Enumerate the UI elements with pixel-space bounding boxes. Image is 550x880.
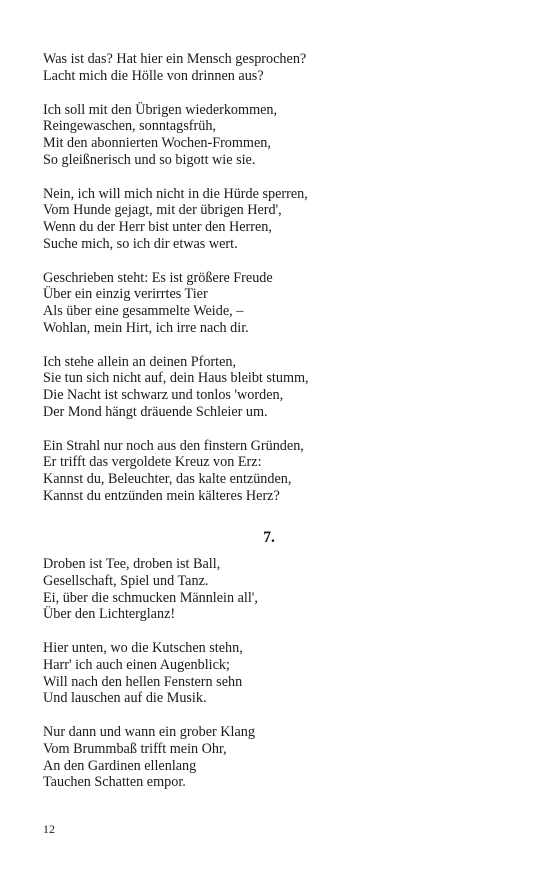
page-number: 12 <box>43 822 55 836</box>
verse-line: Nur dann und wann ein grober Klang <box>43 724 255 740</box>
verse-line: Tauchen Schatten empor. <box>43 774 186 791</box>
verse-line: Was ist das? Hat hier ein Mensch gesprochen? <box>43 51 307 67</box>
poem-previous-continuation <box>43 51 503 505</box>
verse-line: Kannst du, Beleuchter, das kalte entzünden, <box>43 471 292 487</box>
stanza <box>43 438 503 505</box>
verse-line: Sie tun sich nicht auf, dein Haus bleibt stumm, <box>43 370 309 387</box>
verse-line: Vom Hunde gejagt, mit der übrigen Herd', <box>43 202 282 219</box>
verse-line: Wohlan, mein Hirt, ich irre nach dir. <box>43 319 249 336</box>
stanza <box>43 640 258 707</box>
verse-line: So gleißnerisch und so bigott wie sie. <box>43 151 256 168</box>
page-content <box>43 51 503 791</box>
verse-line: Reingewaschen, sonntagsfrüh, <box>43 118 216 135</box>
verse-line: Der Mond hängt dräuende Schleier um. <box>43 403 268 420</box>
stanza <box>43 186 503 253</box>
section-number-heading: 7. <box>263 529 275 546</box>
stanza <box>43 51 503 85</box>
stanza <box>43 724 258 791</box>
verse-line: Über den Lichterglanz! <box>43 606 176 623</box>
verse-line: Droben ist Tee, droben ist Ball, <box>43 556 221 572</box>
verse-line: An den Gardinen ellenlang <box>43 757 197 774</box>
verse-line: Suche mich, so ich dir etwas wert. <box>43 235 238 252</box>
verse-line: Wenn du der Herr bist unter den Herren, <box>43 219 272 235</box>
verse-line: Nein, ich will mich nicht in die Hürde sperren, <box>43 185 308 202</box>
verse-line: Ei, über die schmucken Männlein all', <box>43 589 258 606</box>
verse-line: Will nach den hellen Fenstern sehn <box>43 673 243 690</box>
verse-line: Als über eine gesammelte Weide, – <box>43 303 244 319</box>
stanza <box>43 270 503 337</box>
verse-line: Vom Brummbaß trifft mein Ohr, <box>43 740 227 757</box>
stanza <box>43 556 258 623</box>
verse-line: Ich stehe allein an deinen Pforten, <box>43 353 237 370</box>
verse-line: Über ein einzig verirrtes Tier <box>43 286 208 303</box>
stanza <box>43 354 503 421</box>
verse-line: Mit den abonnierten Wochen-Frommen, <box>43 135 271 151</box>
verse-line: Kannst du entzünden mein kälteres Herz? <box>43 487 280 504</box>
stanza <box>43 102 503 169</box>
verse-line: Gesellschaft, Spiel und Tanz. <box>43 572 209 589</box>
verse-line: Ein Strahl nur noch aus den finstern Gründen, <box>43 437 304 454</box>
poem-section-7 <box>43 556 258 791</box>
verse-line: Er trifft das vergoldete Kreuz von Erz: <box>43 454 262 471</box>
verse-line: Harr' ich auch einen Augenblick; <box>43 656 230 673</box>
verse-line: Hier unten, wo die Kutschen stehn, <box>43 640 243 656</box>
verse-line: Ich soll mit den Übrigen wiederkommen, <box>43 101 278 118</box>
verse-line: Die Nacht ist schwarz und tonlos 'worden, <box>43 387 284 403</box>
verse-line: Lacht mich die Hölle von drinnen aus? <box>43 67 264 84</box>
verse-line: Geschrieben steht: Es ist größere Freude <box>43 269 273 286</box>
verse-line: Und lauschen auf die Musik. <box>43 690 207 707</box>
